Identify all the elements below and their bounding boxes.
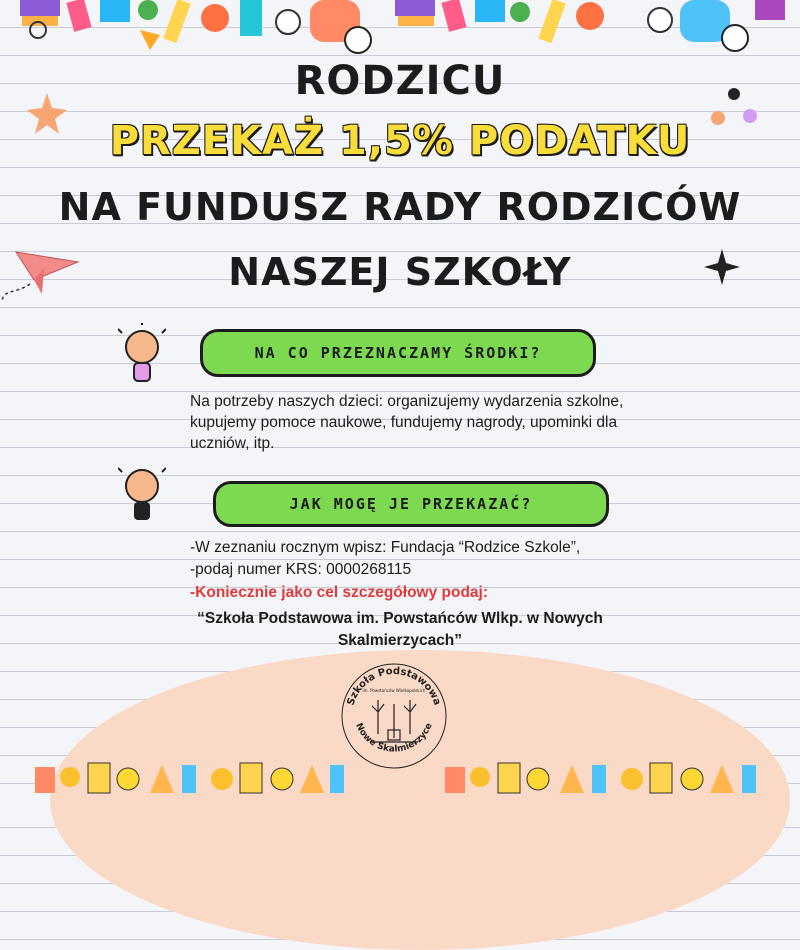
instruction-line-school-name: “Szkoła Podstawowa im. Powstańców Wlkp. w Nowych Skalmierzycach” — [197, 610, 603, 649]
school-supplies-strip-top — [0, 0, 800, 60]
lightbulb-icon — [118, 462, 166, 528]
school-supplies-strip-bottom — [0, 755, 800, 800]
flower-icon — [706, 82, 766, 132]
sparkle-icon — [700, 245, 744, 289]
headline-line-2: PRZEKAŻ 1,5% PODATKU — [109, 118, 691, 164]
headline-line-3: NA FUNDUSZ RADY RODZICÓW — [58, 185, 742, 229]
instruction-line-krs: -podaj numer KRS: 0000268115 — [190, 561, 412, 578]
logo-bottom-text: Nowe Skalmierzyce — [353, 721, 435, 755]
logo-top-text: Szkoła Podstawowa — [345, 665, 443, 707]
instruction-line-required: -Koniecznie jako cel szczegółowy podaj: — [190, 584, 489, 601]
instruction-line-1: -W zeznaniu rocznym wpisz: Fundacja “Rodzice Szkole”, — [190, 539, 581, 556]
section-heading-how-to-donate: JAK MOGĘ JE PRZEKAZAĆ? — [213, 481, 609, 527]
lightbulb-icon — [118, 323, 166, 389]
section-body-funds-use: Na potrzeby naszych dzieci: organizujemy wydarzenia szkolne, kupujemy pomoce naukowe, fundujemy nagrody, upominki dla uczniów, itp. — [190, 393, 624, 452]
paper-plane-icon — [0, 244, 82, 304]
headline-line-1: RODZICU — [294, 58, 506, 104]
section-heading-funds-use: NA CO PRZEZNACZAMY ŚRODKI? — [200, 329, 596, 377]
star-icon — [22, 88, 72, 138]
logo-sub-text: im. Powstańców Wielkopolskich — [362, 688, 426, 693]
headline-line-4: NASZEJ SZKOŁY — [228, 250, 572, 294]
